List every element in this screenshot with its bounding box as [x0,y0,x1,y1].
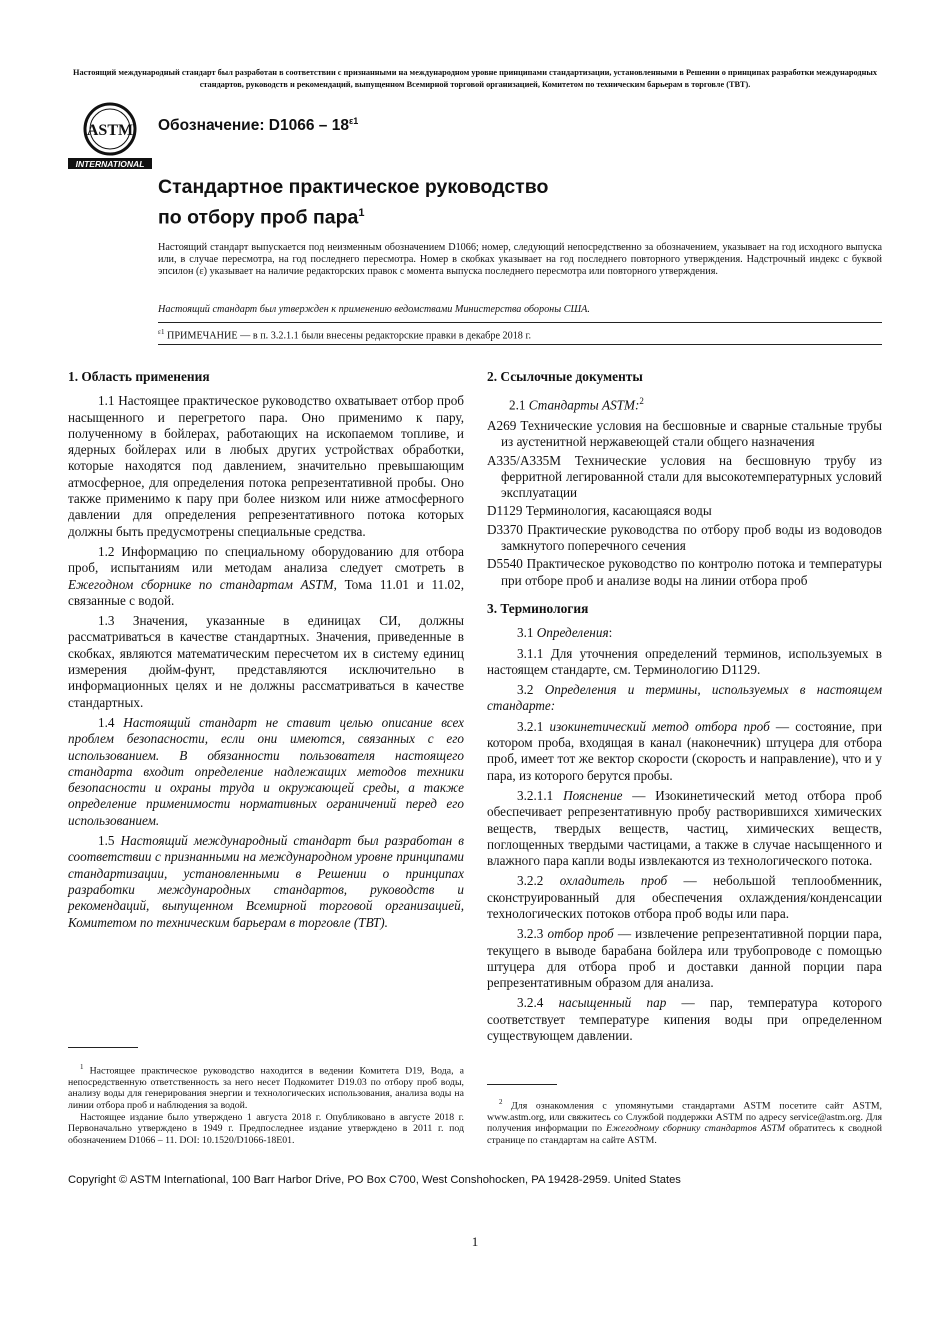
paragraph-1-4 [68,715,464,829]
footnote-1 [68,1062,464,1146]
p3-2-2-num: 3.2.2 [517,873,560,889]
paragraph-3-2 [487,682,882,715]
paragraph-3-2-2 [487,873,882,922]
title-line-1: Стандартное практическое руководство [158,176,549,198]
p3-2-1-num: 3.2.1 [517,718,550,734]
designation-sup: ε1 [348,116,359,126]
p2-1-sup: 2 [639,396,644,407]
fn2-b: обратитесь к сводной странице по стандартам на сайте ASTM. [487,1123,882,1147]
paragraph-1-5 [68,833,464,931]
p1-2-em: Ежегодном сборнике по стандартам ASTM [68,576,334,592]
paragraph-3-1-1: 3.1.1 Для уточнения определений терминов, используемых в настоящем стандарте, см. Терминологию D1129. [487,645,882,677]
footnote-1-b: Настоящее издание было утверждено 1 августа 2018 г. Опубликовано в августе 2018 г. Первоначально утверждено в 1949 г. Предпоследнее издание утверждено в 2011 г. под обозначением D1066 – 11. DOI: 10.1520/D1066-18E01. [68,1111,464,1146]
paragraph-3-1 [487,625,882,641]
fn1-sup: 1 [80,1063,84,1071]
reference-item: D5540 Практическое руководство по контролю потока и температуры при отборе проб и анализе воды на линии отбора проб [487,556,882,588]
designation-text: Обозначение: D1066 – 18 [158,117,349,135]
international-standard-notice: Настоящий международный стандарт был разработан в соответствии с признанными на международном уровне принципами стандартизации, установленными в Решении о принципах разработки международных стандартов, руководств и рекомендаций, выпущенном Всемирной торговой организацией, Комитетом по техническим барьерам в торговле (ТВТ). [73,68,877,89]
paragraph-3-2-1 [487,719,882,784]
title-line-2-wrap [158,200,798,231]
p3-2-1-em: изокинетический метод отбора проб [549,718,770,734]
p3-2-2-em: охладитель проб [559,873,668,889]
p1-2-a: 1.2 Информацию по специальному оборудованию для отбора проб, испытаниям или методам анализа следует смотреть в [68,543,464,576]
footnote-2 [487,1097,882,1147]
p3-2-1-1-num: 3.2.1.1 [517,787,564,803]
p3-2-2-rest: — небольшой теплообменник, сконструированный для обеспечения охлаждения/конденсации технологических потоков отбора проб воды или пара. [487,873,883,921]
astm-logo [66,101,154,173]
p2-1-em: Стандарты ASTM: [528,397,640,413]
p1-4-num: 1.4 [98,714,124,730]
p3-2-1-rest: — состояние, при котором проба, входящая в канал (наконечник) штуцера для отбора проб, имеет тот же вектор скорости (скорость и направление), что и у пара, из которого берутся пробы. [487,718,882,783]
intro-paragraph: Настоящий стандарт выпускается под неизменным обозначением D1066; номер, следующий непосредственно за обозначением, указывает на год исходного выпуска или, в случае пересмотра, на год последнего пересмотра. Номер в скобках указывает на год последнего повторного утверждения. Надстрочный индекс с буквой эпсилон (ε) указывает на наличие редакторских правок с момента выпуска последнего пересмотра или повторного утверждения. [158,242,882,278]
p1-5-num: 1.5 [98,833,121,849]
reference-item: A269 Технические условия на бесшовные и сварные стальные трубы из аустенитной нержавеющей стали общего назначения [487,417,882,450]
p3-2-1-1-rest: — Изокинетический метод отбора проб обеспечивает репрезентативную пробу растворившихся химических веществ, твердых веществ, частиц, химических веществ, поглощенных твердыми частицами, а также в случае насыщенного и влажного пара капли воды извлекаются из технологического потока. [487,787,883,869]
title-line-2: по отбору проб пара [158,206,359,229]
p1-2-b: , Тома 11.01 и 11.02, связанные с водой. [68,576,464,608]
p2-1-num: 2.1 [509,397,529,413]
astm-logo-icon [66,101,154,173]
edit-text: ПРИМЕЧАНИЕ — в п. 3.2.1.1 были внесены редакторские правки в декабре 2018 г. [164,330,532,342]
copyright-line: Copyright © ASTM International, 100 Barr Harbor Drive, PO Box C700, West Conshohocken, PA 19428-2959. United States [68,1174,681,1186]
reference-item: D1129 Терминология, касающаяся воды [487,503,712,519]
divider-top [158,322,882,323]
section-2-heading: 2. Ссылочные документы [487,369,643,384]
footnote-divider-right [487,1084,557,1085]
p1-5-em: Настоящий международный стандарт был разработан в соответствии с признанными на международном уровне принципами стандартизации, установленными в Решении о принципах разработки международных стандартов, руководств и рекомендаций, выпущенном Всемирной торговой организацией, Комитетом по техническим барьерам в торговле (ТВТ). [68,833,464,930]
section-3-heading: 3. Терминология [487,600,589,616]
p3-2-1-1-em: Пояснение [563,787,623,803]
p3-1-tail: : [608,625,613,641]
title-footnote-ref: 1 [358,207,365,219]
p3-2-4-rest: — пар, температура которого соответствует температуре кипения воды при определенном существующем давлении. [487,995,883,1044]
fn2-em: Ежегодному сборнику стандартов ASTM [606,1123,786,1135]
paragraph-1-2 [68,544,464,609]
fn1-text: Настоящее практическое руководство находится в ведении Комитета D19, Вода, а непосредственную ответственность за него несет Подкомитет D19.03 по отбору проб воды, анализу воды для генерирования энергии и технологических использования, анализа воды на линии отбора проб и наблюдения за водой. [68,1065,464,1112]
page-title [158,174,798,231]
p3-2-3-num: 3.2.3 [517,926,548,942]
footnote-divider-left [68,1047,138,1048]
reference-item: D3370 Практические руководства по отбору проб воды из водоводов замкнутого поперечного сечения [487,521,882,554]
p3-2-4-num: 3.2.4 [517,995,559,1011]
fn2-a: Для ознакомления с упомянутыми стандартами ASTM посетите сайт ASTM, www.astm.org, или свяжитесь со Службой поддержки ASTM по адресу service@astm.org. Для получения информации по [487,1100,882,1135]
p3-2-num: 3.2 [517,682,545,698]
paragraph-3-2-1-1 [487,788,882,869]
paragraph-3-2-3 [487,926,882,991]
logo-text: ASTM [86,122,134,139]
edit-sup: ε1 [158,328,165,336]
paragraph-3-2-4 [487,995,882,1044]
p3-2-3-em: отбор проб [547,926,614,942]
approval-note: Настоящий стандарт был утвержден к применению ведомствами Министерства обороны США. [158,304,590,315]
footnote-2-text [487,1097,882,1147]
p3-1-em: Определения [536,625,609,641]
paragraph-1-1: 1.1 Настоящее практическое руководство охватывает отбор проб насыщенного и перегретого пара. Оно применимо к пару, полученному в бойлерах, работающих на ископаемом топливе, и ядерных бойлерах или в любых других устройствах обработки, которые находятся под давлением, значительно превышающим атмосферное, для определения потока репрезентативной пробы. Оно также применимо к пару при более низком или ниже атмосферного давлении для определения репрезентативного потока которых должны быть предусмотрены специальные средства. [68,393,464,539]
footnote-1-a [68,1062,464,1112]
p3-2-em: Определения и термины, используемых в настоящем стандарте: [487,682,883,714]
p3-1-num: 3.1 [517,625,537,641]
p3-2-4-em: насыщенный пар [558,995,667,1011]
editorial-note [158,328,882,341]
paragraph-1-3: 1.3 Значения, указанные в единицах СИ, должны рассматриваться в качестве стандартных. Значения, приведенные в скобках, являются математическим пересчетом их в систему единиц измерения дюйм-фунт, представляются исключительно в информационных целях и не должны рассматриваться в качестве стандартных. [68,613,464,710]
left-column [68,369,464,935]
right-column [487,369,882,1048]
p1-4-em: Настоящий стандарт не ставит целью описание всех проблем безопасности, если они имеются, связанных с его использованием. В обязанности пользователя настоящего стандарта входит определение надлежащих методов техники безопасности и охраны труда и окружающей среды, а также определение применимости нормативных ограничений перед его использованием. [68,714,465,828]
page-number: 1 [471,1234,479,1249]
paragraph-2-1 [487,393,882,414]
reference-item: A335/A335M Технические условия на бесшовную трубу из ферритной легированной стали для высокотемпературных условий эксплуатации [487,452,882,501]
fn2-sup: 2 [499,1098,503,1106]
logo-subtext: INTERNATIONAL [75,159,145,169]
section-1-heading: 1. Область применения [68,369,210,384]
p3-2-3-rest: — извлечение репрезентативной порции пара, текущего в выводе барабана бойлера или трубопроводе с помощью штуцера для отбора проб и доставки данной порции пара репрезентативным образом для анализа. [487,926,882,991]
divider-bottom [158,344,882,345]
designation [158,116,358,135]
